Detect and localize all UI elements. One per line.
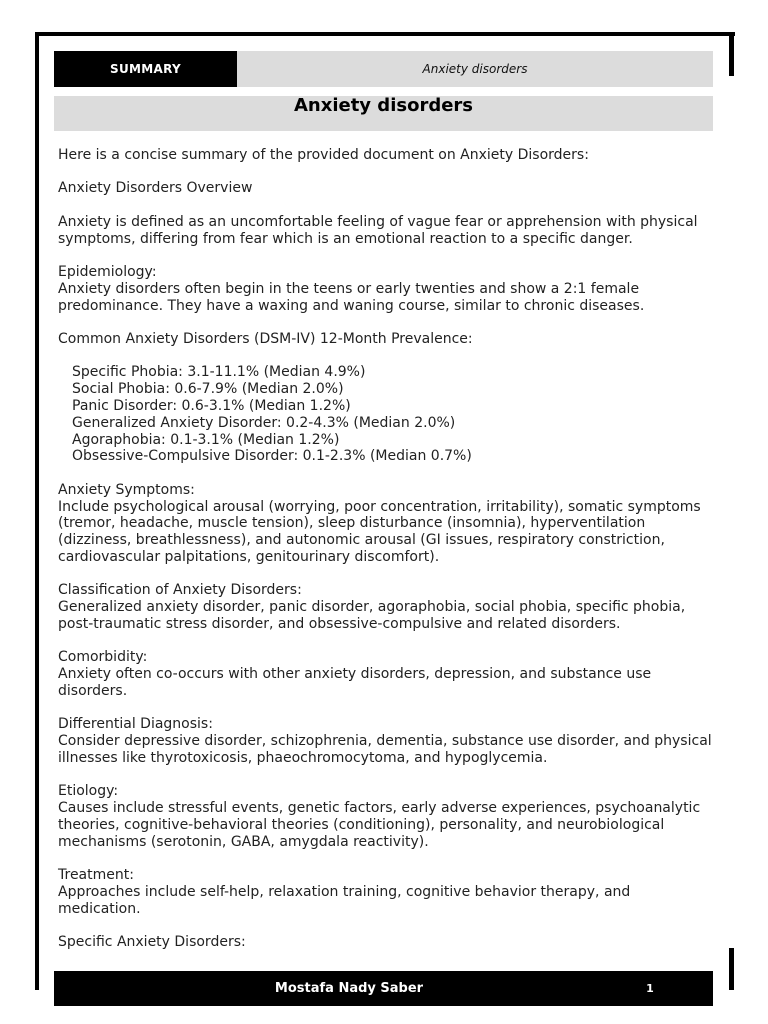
list-item: Obsessive-Compulsive Disorder: 0.1-2.3% (Median 0.7%) [72,448,472,465]
classification-heading: Classification of Anxiety Disorders: [58,582,302,599]
list-item: Specific Phobia: 3.1-11.1% (Median 4.9%) [72,364,366,381]
list-item: Agoraphobia: 0.1-3.1% (Median 1.2%) [72,431,340,448]
page-header [54,51,713,87]
treatment-heading: Treatment: [58,867,134,884]
classification-text: Generalized anxiety disorder, panic disorder, agoraphobia, social phobia, specific phobia, post-traumatic stress disorder, and obsessive-compulsive and related disorders. [58,599,686,632]
page-frame-right-border [729,32,734,76]
comorbidity-section [58,649,713,699]
definition-paragraph: Anxiety is defined as an uncomfortable feeling of vague fear or apprehension with physical symptoms, differing from fear which is an emotional reaction to a specific danger. [58,213,698,247]
differential-text: Consider depressive disorder, schizophrenia, dementia, substance use disorder, and physical illnesses like thyrotoxicosis, phaeochromocytoma, and hypoglycemia. [58,733,712,766]
epidemiology-text: Anxiety disorders often begin in the teens or early twenties and show a 2:1 female predominance. They have a waxing and waning course, similar to chronic diseases. [58,280,645,314]
page-number: 1 [646,982,654,995]
header-topic: Anxiety disorders [422,62,528,76]
page-frame-left-border [35,32,39,990]
list-item: Panic Disorder: 0.6-3.1% (Median 1.2%) [72,397,351,414]
symptoms-heading: Anxiety Symptoms: [58,481,195,498]
classification-section [58,582,713,632]
etiology-section [58,783,713,850]
epidemiology-heading: Epidemiology: [58,263,157,280]
page-footer [54,971,713,1006]
prevalence-list [58,364,713,465]
prevalence-heading: Common Anxiety Disorders (DSM-IV) 12-Month Prevalence: [58,330,473,347]
treatment-section [58,867,713,917]
etiology-heading: Etiology: [58,783,119,800]
specific-disorders-heading: Specific Anxiety Disorders: [58,934,246,951]
author-name: Mostafa Nady Saber [274,981,424,996]
overview-heading: Anxiety Disorders Overview [58,180,253,197]
document-title: Anxiety disorders [293,95,474,116]
etiology-text: Causes include stressful events, genetic factors, early adverse experiences, psychoanalytic theories, cognitive-behavioral theories (conditioning), personality, and neurobiological mechanisms (serotonin, GABA, amygdala reactivity). [58,800,701,850]
comorbidity-heading: Comorbidity: [58,649,148,666]
list-item: Social Phobia: 0.6-7.9% (Median 2.0%) [72,381,344,398]
page-frame-left-border-lower [35,948,39,990]
list-item: Generalized Anxiety Disorder: 0.2-4.3% (Median 2.0%) [72,414,456,431]
section-label: SUMMARY [54,51,237,87]
symptoms-text: Include psychological arousal (worrying, poor concentration, irritability), somatic symptoms (tremor, headache, muscle tension), sleep disturbance (insomnia), hyperventilation (dizziness, breathlessness), and autonomic arousal (GI issues, respiratory constriction, cardiovascular palpitations, genitourinary discomfort). [58,498,701,565]
document-body [58,147,713,967]
differential-section [58,716,713,766]
comorbidity-text: Anxiety often co-occurs with other anxiety disorders, depression, and substance use disorders. [58,666,652,699]
epidemiology-section [58,264,713,314]
title-banner [54,96,713,131]
page-frame-right-border-lower [729,948,734,990]
symptoms-section [58,482,713,566]
page-frame-top-border [35,32,735,36]
treatment-text: Approaches include self-help, relaxation training, cognitive behavior therapy, and medication. [58,883,631,917]
differential-heading: Differential Diagnosis: [58,716,213,733]
intro-paragraph: Here is a concise summary of the provided document on Anxiety Disorders: [58,147,589,163]
